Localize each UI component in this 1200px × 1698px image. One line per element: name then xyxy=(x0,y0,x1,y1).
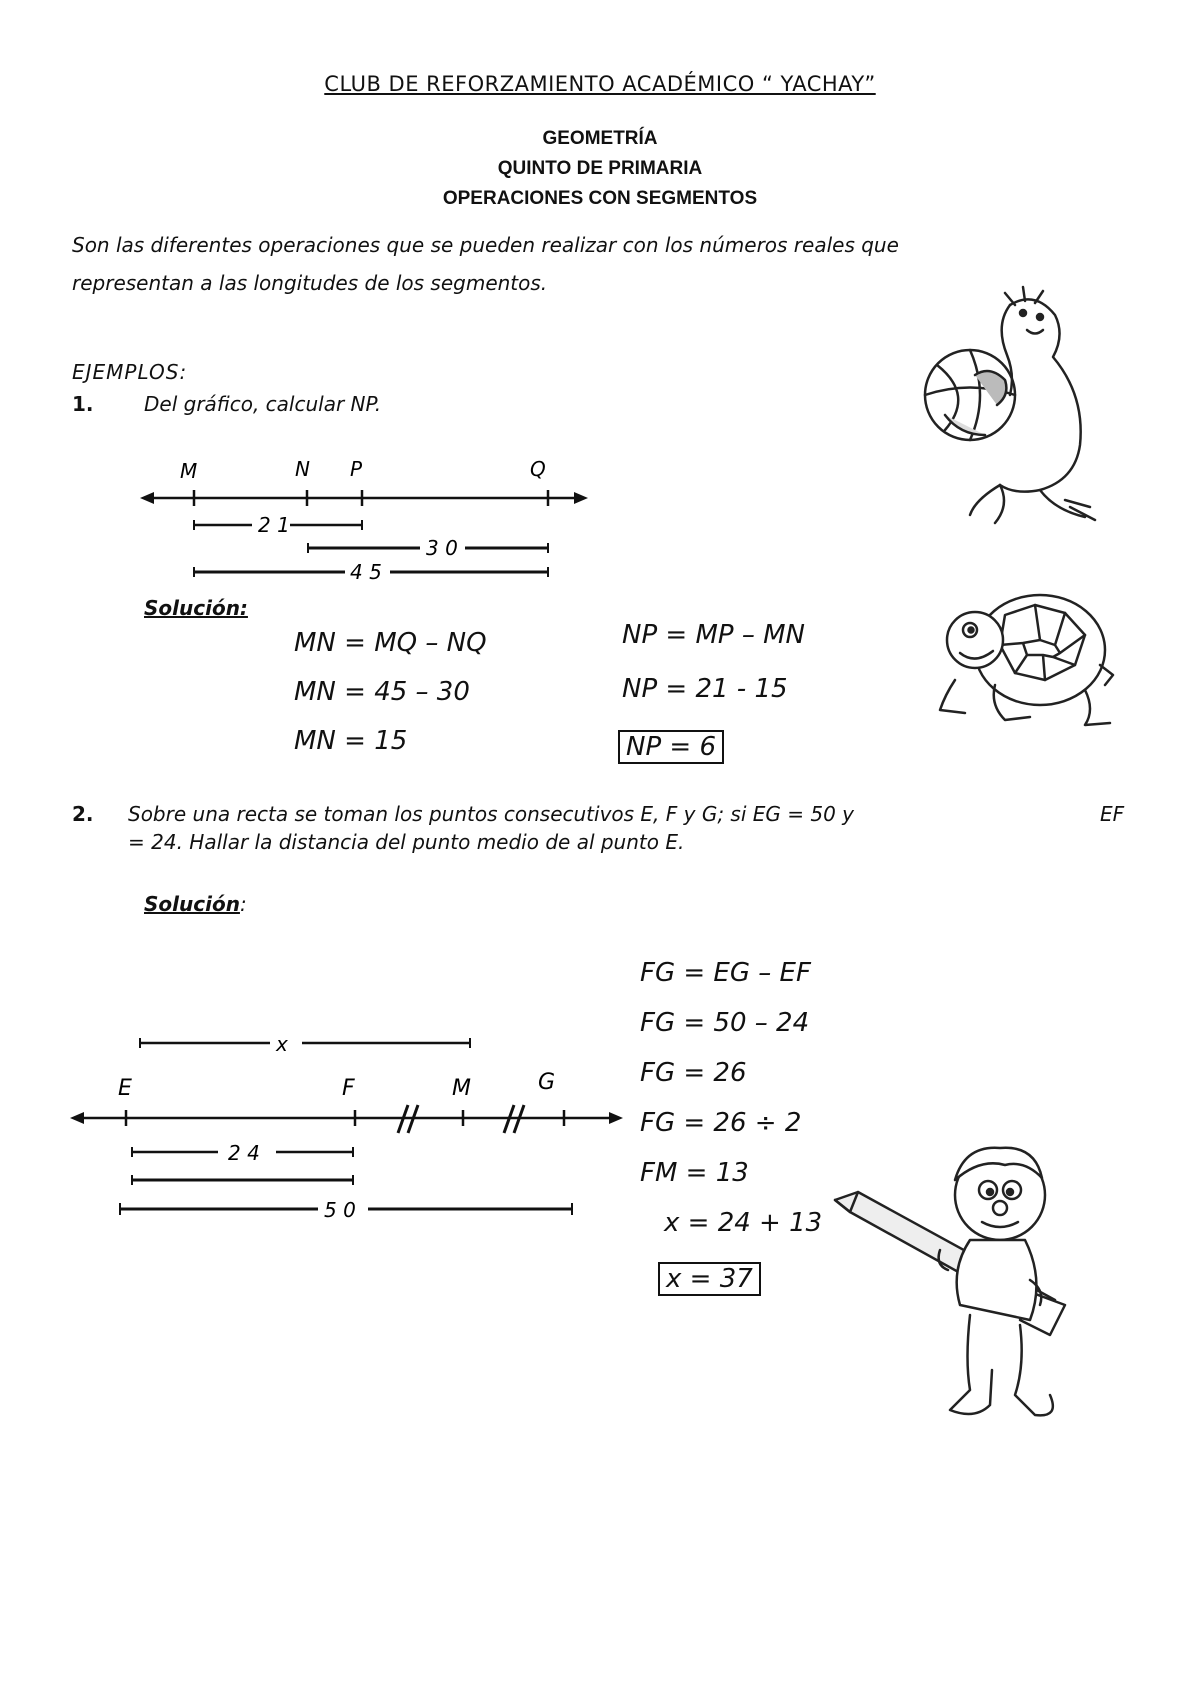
example-1-question xyxy=(72,392,382,416)
example-2-ef: EF xyxy=(1100,802,1125,826)
measure-45 xyxy=(194,560,548,584)
measure-ef xyxy=(132,1175,353,1185)
topic-title: OPERACIONES CON SEGMENTOS xyxy=(442,188,758,209)
club-title: CLUB DE REFORZAMIENTO ACADÉMICO “ YACHAY” xyxy=(324,72,876,96)
seal-with-ball-illustration xyxy=(915,285,1110,530)
eq-mn-3: MN = 15 xyxy=(294,726,408,756)
subject-title: GEOMETRÍA xyxy=(542,128,658,149)
point-label-f: F xyxy=(342,1076,355,1101)
measure-50-label: 5 0 xyxy=(324,1198,356,1222)
example-2-question xyxy=(72,800,1132,856)
intro-line-2: representan a las longitudes de los segmentos. xyxy=(72,271,548,295)
point-label-g: G xyxy=(538,1070,556,1095)
point-label-e: E xyxy=(118,1076,132,1101)
measure-21 xyxy=(194,513,362,537)
example-2-solution xyxy=(144,892,247,916)
eq-fg-4: FG = 26 ÷ 2 xyxy=(640,1108,802,1138)
example-2-solution-label: Solución xyxy=(144,892,240,916)
example-2-diagram xyxy=(70,1025,630,1225)
eq-fg-2: FG = 50 – 24 xyxy=(640,1008,810,1038)
number-line xyxy=(140,490,588,506)
measure-30-label: 3 0 xyxy=(426,536,458,560)
eq-mn-1: MN = MQ – NQ xyxy=(294,628,487,658)
eq-fg-3: FG = 26 xyxy=(640,1058,747,1088)
measure-x-label: x xyxy=(276,1032,288,1056)
eq-fg-1: FG = EG – EF xyxy=(640,958,811,988)
eq-mn-2: MN = 45 – 30 xyxy=(294,677,470,707)
point-label-n: N xyxy=(295,457,310,481)
eq-fm: FM = 13 xyxy=(640,1158,749,1188)
examples-label: EJEMPLOS: xyxy=(72,360,188,384)
point-label-m: M xyxy=(180,459,198,483)
intro-line-1: Son las diferentes operaciones que se pueden realizar con los números reales que xyxy=(72,233,899,257)
boy-with-pencil-illustration xyxy=(830,1130,1100,1430)
measure-45-label: 4 5 xyxy=(350,560,382,584)
measure-30 xyxy=(308,536,548,560)
example-2-number: 2. xyxy=(72,802,94,826)
point-label-p: P xyxy=(350,457,363,481)
eq-np-answer: NP = 6 xyxy=(618,730,724,764)
example-1-number: 1. xyxy=(72,392,94,416)
measure-24-label: 2 4 xyxy=(228,1141,260,1165)
example-2-line-1: Sobre una recta se toman los puntos consecutivos E, F y G; si EG = 50 y xyxy=(128,802,854,826)
eq-x-1: x = 24 + 13 xyxy=(664,1208,823,1238)
example-2-line-2: = 24. Hallar la distancia del punto medio de al punto E. xyxy=(128,830,685,854)
eq-np-answer-box xyxy=(618,730,724,764)
eq-x-answer-box xyxy=(658,1262,761,1296)
eq-x-answer: x = 37 xyxy=(658,1262,761,1296)
measure-50 xyxy=(120,1198,572,1222)
grade-title: QUINTO DE PRIMARIA xyxy=(497,158,703,179)
number-line-2 xyxy=(70,1105,623,1133)
example-1-solution-label: Solución: xyxy=(144,596,248,620)
turtle-illustration xyxy=(935,585,1115,735)
point-label-m2: M xyxy=(452,1076,471,1101)
measure-24 xyxy=(132,1141,353,1165)
example-1-diagram xyxy=(140,448,600,598)
measure-21-label: 2 1 xyxy=(258,513,290,537)
example-1-text: Del gráfico, calcular NP. xyxy=(144,392,382,416)
eq-np-1: NP = MP – MN xyxy=(622,620,805,650)
measure-x xyxy=(140,1032,470,1056)
example-2-solution-colon: : xyxy=(239,892,247,916)
eq-np-2: NP = 21 - 15 xyxy=(622,674,788,704)
point-label-q: Q xyxy=(530,457,546,481)
